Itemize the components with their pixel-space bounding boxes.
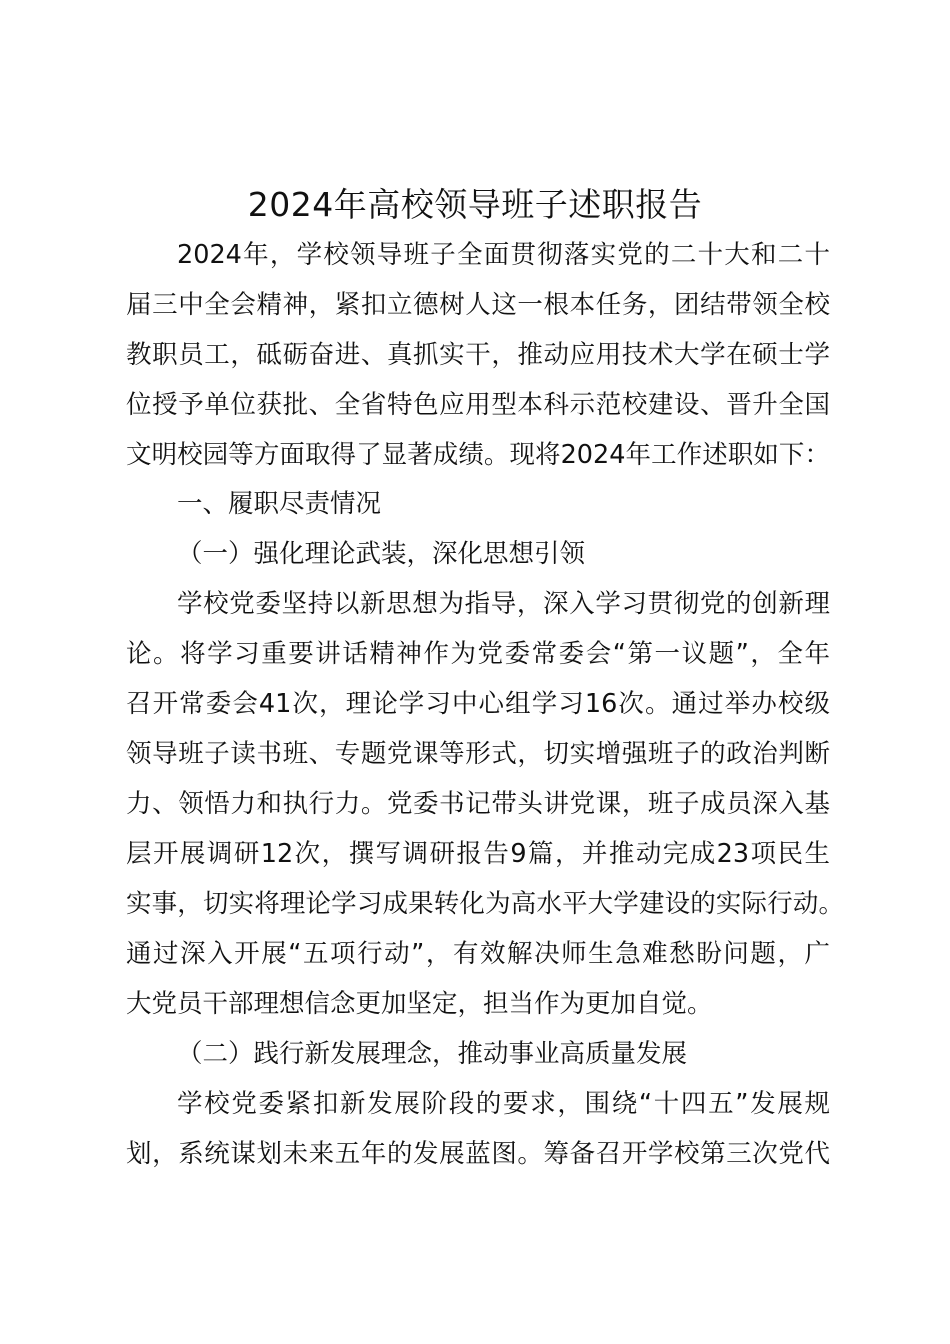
subsection-heading: （一）强化理论武装，深化思想引领 (177, 539, 586, 569)
paragraph-line: 召开常委会41次，理论学习中心组学习16次。通过举办校级 (126, 689, 830, 719)
paragraph-line: 层开展调研12次，撰写调研报告9篇，并推动完成23项民生 (126, 839, 830, 869)
section-heading: 一、履职尽责情况 (177, 489, 382, 519)
paragraph-line: 论。将学习重要讲话精神作为党委常委会“第一议题”，全年 (126, 639, 830, 669)
paragraph-line: 位授予单位获批、全省特色应用型本科示范校建设、晋升全国 (126, 390, 830, 420)
paragraph-line: 教职员工，砥砺奋进、真抓实干，推动应用技术大学在硕士学 (126, 340, 830, 370)
document-title: 2024年高校领导班子述职报告 (247, 185, 703, 224)
paragraph-line: 大党员干部理想信念更加坚定，担当作为更加自觉。 (126, 989, 713, 1019)
paragraph-line: 2024年，学校领导班子全面贯彻落实党的二十大和二十 (177, 240, 830, 270)
paragraph-line: 划，系统谋划未来五年的发展蓝图。筹备召开学校第三次党代 (126, 1139, 830, 1169)
paragraph-line: 领导班子读书班、专题党课等形式，切实增强班子的政治判断 (126, 739, 830, 769)
paragraph-line: 通过深入开展“五项行动”，有效解决师生急难愁盼问题，广 (126, 939, 830, 969)
paragraph-line: 学校党委紧扣新发展阶段的要求，围绕“十四五”发展规 (177, 1089, 830, 1119)
subsection-heading: （二）践行新发展理念，推动事业高质量发展 (177, 1039, 688, 1069)
paragraph-line: 力、领悟力和执行力。党委书记带头讲党课，班子成员深入基 (126, 789, 830, 819)
paragraph-line: 文明校园等方面取得了显著成绩。现将2024年工作述职如下： (126, 440, 830, 470)
paragraph-line: 学校党委坚持以新思想为指导，深入学习贯彻党的创新理 (177, 589, 830, 619)
paragraph-line: 届三中全会精神，紧扣立德树人这一根本任务，团结带领全校 (126, 290, 830, 320)
paragraph-line: 实事，切实将理论学习成果转化为高水平大学建设的实际行动。 (126, 889, 844, 919)
